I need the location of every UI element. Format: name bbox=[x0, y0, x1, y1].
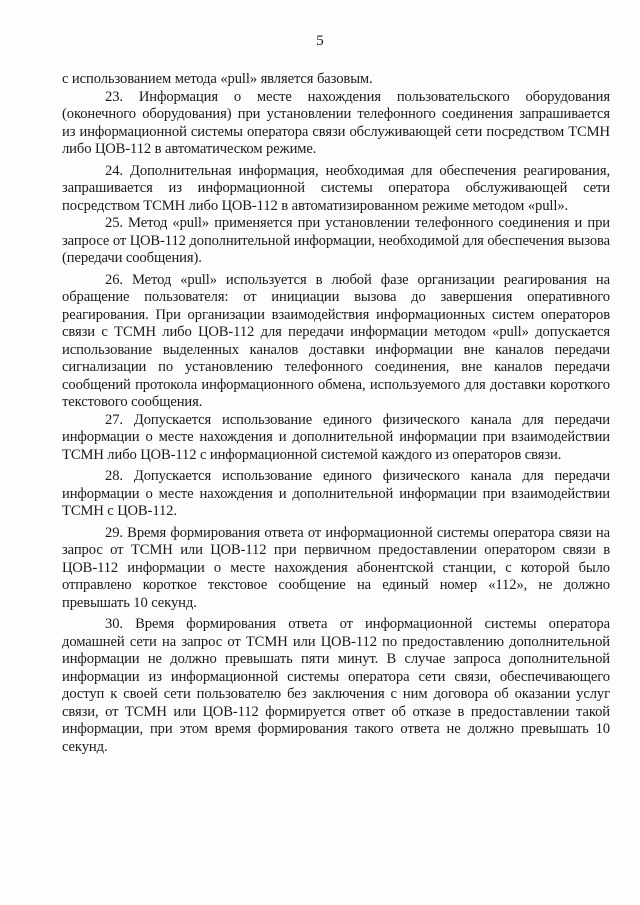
document-body bbox=[62, 71, 610, 756]
paragraph-24: 24. Дополнительная информация, необходимая для обеспечения реагирования, запрашивается из информационной системы оператора обслуживающей сети посредством ТСМН либо ЦОВ-112 в автоматизированном режиме методом «pull». bbox=[62, 162, 610, 214]
paragraph-25: 25. Метод «pull» применяется при установлении телефонного соединения и при запросе от ЦОВ-112 дополнительной информации, необходимой для обеспечения вызова (передачи сообщения). bbox=[62, 215, 610, 266]
paragraph-26: 26. Метод «pull» используется в любой фазе организации реагирования на обращение пользователя: от инициации вызова до завершения оперативного реагирования. При организации взаимодействия информационных систем операторов связи с ТСМН либо ЦОВ-112 для передачи информации методом «pull» допускается использование выделенных каналов доставки информации вне каналов передачи сигнализации по установлению телефонного соединения, вне каналов передачи сообщений протокола информационного обмена, используемого для доставки короткого текстового сообщения. bbox=[62, 271, 610, 410]
paragraph-29: 29. Время формирования ответа от информационной системы оператора связи на запрос от ТСМН или ЦОВ-112 при первичном предоставлении оператором связи в ЦОВ-112 информации о месте нахождения абонентской станции, с которой было отправлено короткое текстовое сообщение на единый номер «112», не должно превышать 10 секунд. bbox=[62, 524, 610, 611]
paragraph-continuation: с использованием метода «pull» является базовым. bbox=[62, 71, 373, 87]
paragraph-30: 30. Время формирования ответа от информационной системы оператора домашней сети на запрос от ТСМН или ЦОВ-112 по предоставлению дополнительной информации не должно превышать пяти минут. В случае запроса дополнительной информации из информационной системы оператора сети связи, обеспечивающего доступ к своей сети пользователю без заключения с ним договора об оказании услуг связи, от ТСМН или ЦОВ-112 формируется ответ об отказе в предоставлении такой информации, при этом время формирования такого ответа не должно превышать 10 секунд. bbox=[62, 616, 610, 755]
paragraph-27: 27. Допускается использование единого физического канала для передачи информации о месте нахождения и дополнительной информации при взаимодействии ТСМН либо ЦОВ-112 с информационной системой каждого из операторов связи. bbox=[62, 411, 610, 463]
paragraph-28: 28. Допускается использование единого физического канала для передачи информации о месте нахождения и дополнительной информации при взаимодействии ТСМН с ЦОВ-112. bbox=[62, 468, 610, 519]
page-number: 5 bbox=[316, 33, 324, 49]
paragraph-23: 23. Информация о месте нахождения пользовательского оборудования (оконечного оборудования) при установлении телефонного соединения запрашивается из информационной системы оператора связи обслуживающей сети посредством ТСМН либо ЦОВ-112 в автоматическом режиме. bbox=[62, 88, 610, 157]
